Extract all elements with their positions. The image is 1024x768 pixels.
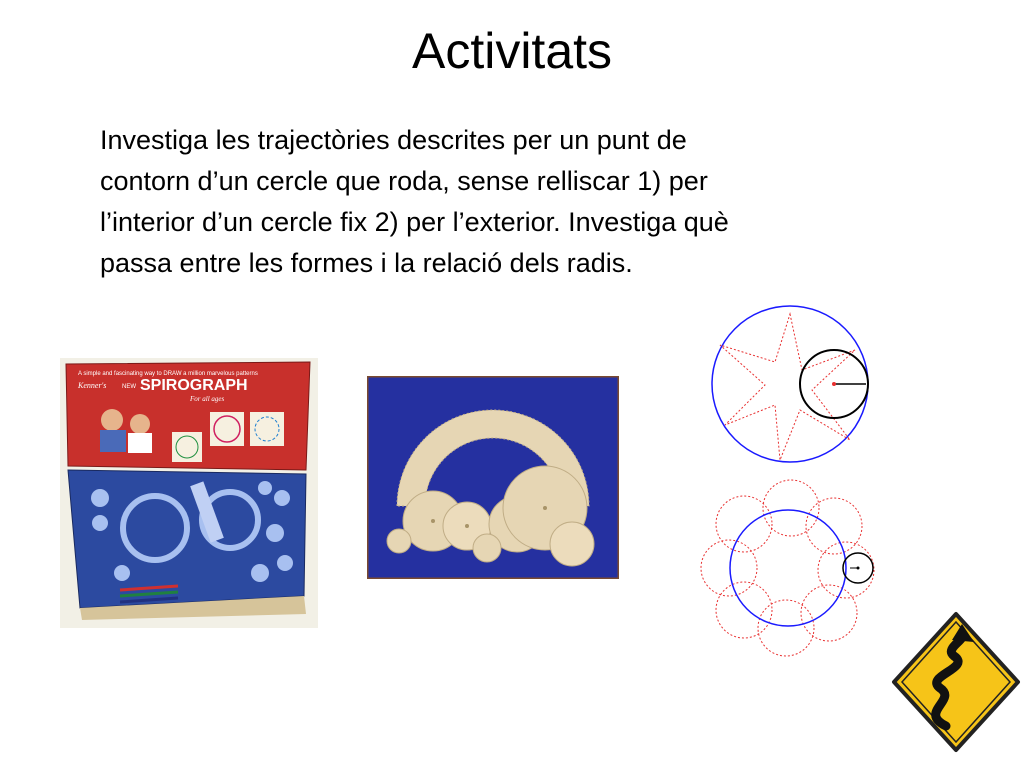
body-line: contorn d’un cercle que roda, sense relliscar 1) per [100,166,708,196]
new-label: NEW [122,384,136,390]
body-line: passa entre les formes i la relació dels radis. [100,248,633,278]
brand-label: Kenner's [78,381,107,390]
spirograph-gears-photo [367,376,619,579]
hypotrochoid-diagram [700,300,880,470]
body-line: l’interior d’un cercle fix 2) per l’exterior. Investiga què [100,207,729,237]
slide-title: Activitats [411,23,613,79]
slide-body-text [100,120,930,284]
product-name: SPIROGRAPH [140,377,248,394]
spirograph-box-photo [60,358,318,628]
lid-tagline: A simple and fascinating way to DRAW a million marvelous patterns [78,371,258,377]
body-line: Investiga les trajectòries descrites per un punt de [100,125,687,155]
epitrochoid-diagram [694,478,884,658]
for-all-ages-label: For all ages [190,395,225,403]
winding-road-sign-icon [888,608,1024,758]
